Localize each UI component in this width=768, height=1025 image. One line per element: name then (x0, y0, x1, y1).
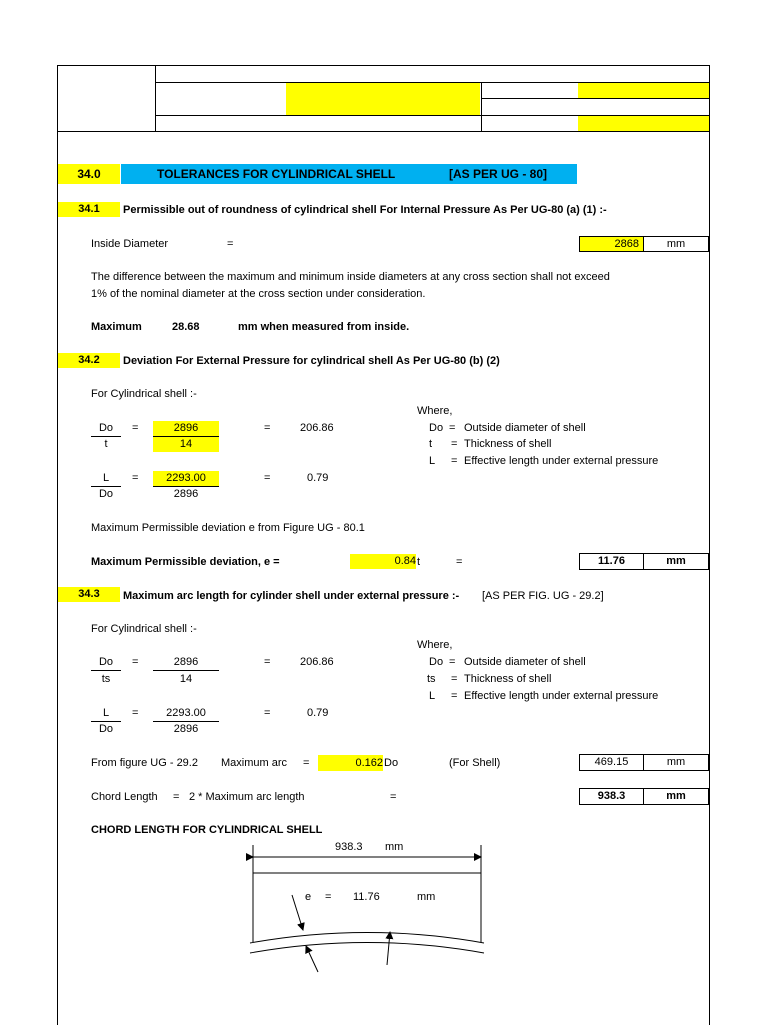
do-label: Do (98, 656, 114, 668)
where-label: Where, (417, 639, 453, 651)
l-value: 2293.00 (166, 707, 206, 719)
equals-sign: = (264, 656, 271, 668)
section-number: 34.3 (58, 587, 120, 602)
title-cell-highlight (286, 83, 480, 115)
def-do-symbol: Do (429, 656, 444, 668)
paragraph-line: The difference between the maximum and minimum inside diameters at any cross section shall not exceed (91, 271, 610, 283)
def-do-symbol: Do (429, 422, 444, 434)
l-do-ratio: 0.79 (307, 472, 329, 484)
do-value: 2896 (173, 656, 199, 668)
def-l-text: Effective length under external pressure (464, 690, 659, 702)
title-cell-highlight (578, 83, 709, 98)
title-cell-highlight (578, 116, 709, 131)
maximum-suffix: mm when measured from inside. (238, 321, 410, 333)
unit-cell: mm (643, 553, 709, 570)
max-arc-value: 469.15 (579, 754, 644, 771)
diagram-title: CHORD LENGTH FOR CYLINDRICAL SHELL (91, 824, 323, 836)
ts-value: 14 (179, 673, 193, 685)
def-ts-symbol: ts (427, 673, 436, 685)
def-do-text: Outside diameter of shell (464, 422, 586, 434)
maximum-value: 28.68 (172, 321, 200, 333)
arc-do: Do (384, 757, 399, 769)
do-label: Do (98, 723, 114, 735)
diagram-e-value: 11.76 (353, 891, 380, 903)
do-ts-ratio: 206.86 (300, 656, 334, 668)
arc-factor[interactable]: 0.162 (318, 755, 383, 771)
diagram-chord-unit: mm (385, 841, 404, 853)
where-label: Where, (417, 405, 453, 417)
diagram-e-label: e (305, 891, 312, 903)
max-deviation-figure-note: Maximum Permissible deviation e from Figure UG - 80.1 (91, 522, 365, 534)
paragraph-line: 1% of the nominal diameter at the cross section under consideration. (91, 288, 426, 300)
unit-cell: mm (643, 236, 709, 252)
section-number: 34.0 (58, 164, 120, 184)
section-heading: Permissible out of roundness of cylindrical shell For Internal Pressure As Per UG-80 (a) (1) :- (123, 204, 607, 216)
do-value[interactable]: 2896 (153, 421, 219, 436)
unit-cell: mm (643, 754, 709, 771)
equals-sign: = (303, 757, 310, 769)
equals-sign: = (264, 707, 271, 719)
l-value[interactable]: 2293.00 (153, 471, 219, 486)
chord-length-value: 938.3 (579, 788, 644, 805)
section-reference: [AS PER FIG. UG - 29.2] (482, 590, 604, 602)
do-t-ratio: 206.86 (300, 422, 334, 434)
equals-sign: = (132, 422, 139, 434)
equals-sign: = (132, 707, 139, 719)
for-cylindrical-label: For Cylindrical shell :- (91, 388, 197, 400)
chord-length-label: Chord Length (91, 791, 158, 803)
figure-reference: From figure UG - 29.2 (91, 757, 198, 769)
l-label: L (102, 472, 110, 484)
l-label: L (102, 707, 110, 719)
t-label: t (104, 438, 108, 450)
max-deviation-value: 11.76 (579, 553, 644, 570)
chord-formula: 2 * Maximum arc length (189, 791, 305, 803)
section-heading: Maximum arc length for cylinder shell under external pressure :- (123, 590, 460, 602)
max-arc-label: Maximum arc (221, 757, 288, 769)
do-label: Do (98, 422, 114, 434)
def-t-symbol: t (429, 438, 433, 450)
def-l-text: Effective length under external pressure (464, 455, 659, 467)
def-ts-text: Thickness of shell (464, 673, 552, 685)
equals-sign: = (173, 791, 180, 803)
do-value: 2896 (173, 723, 199, 735)
inside-diameter-label: Inside Diameter (91, 238, 169, 250)
unit-cell: mm (643, 788, 709, 805)
equals-sign: = (456, 556, 463, 568)
maximum-label: Maximum (91, 321, 142, 333)
equals-sign: = (390, 791, 397, 803)
equals-sign: = (264, 422, 271, 434)
ts-label: ts (101, 673, 111, 685)
l-do-ratio: 0.79 (307, 707, 329, 719)
def-do-text: Outside diameter of shell (464, 656, 586, 668)
max-deviation-label: Maximum Permissible deviation, e = (91, 556, 280, 568)
section-reference: [AS PER UG - 80] (449, 167, 548, 181)
section-number: 34.1 (58, 202, 120, 217)
section-heading: Deviation For External Pressure for cylindrical shell As Per UG-80 (b) (2) (123, 355, 500, 367)
diagram-chord-value: 938.3 (335, 841, 363, 853)
for-shell-label: (For Shell) (449, 757, 501, 769)
equals-sign: = (264, 472, 271, 484)
def-t-text: Thickness of shell (464, 438, 552, 450)
do-label: Do (98, 488, 114, 500)
max-deviation-factor[interactable]: 0.84 (350, 554, 416, 569)
section-title: TOLERANCES FOR CYLINDRICAL SHELL (157, 167, 396, 181)
t-value[interactable]: 14 (153, 437, 219, 452)
max-deviation-t: t (417, 556, 421, 568)
def-l-symbol: L (429, 455, 436, 467)
equals-sign: = (227, 238, 234, 250)
equals-sign: = (132, 656, 139, 668)
diagram-e-unit: mm (417, 891, 436, 903)
def-l-symbol: L (429, 690, 436, 702)
inside-diameter-value[interactable]: 2868 (579, 236, 644, 252)
equals-sign: = (325, 891, 332, 903)
for-cylindrical-label: For Cylindrical shell :- (91, 623, 197, 635)
equals-sign: = (132, 472, 139, 484)
section-number: 34.2 (58, 353, 120, 368)
do-value: 2896 (173, 488, 199, 500)
